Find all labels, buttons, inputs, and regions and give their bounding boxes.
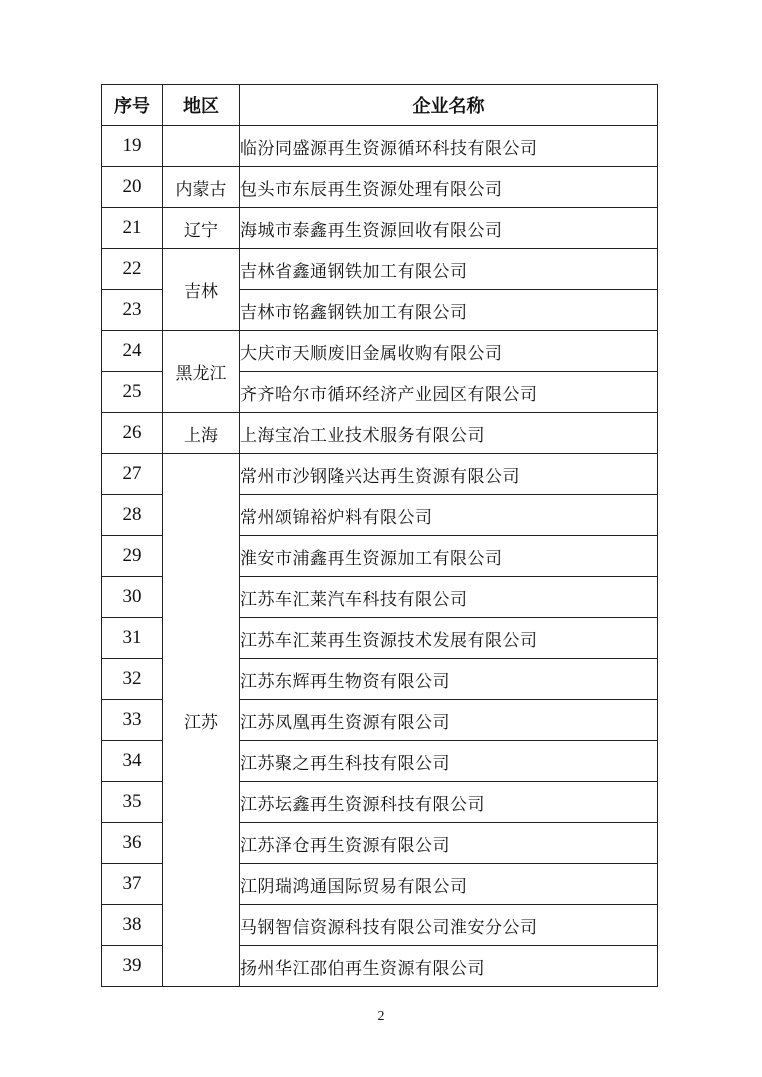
company-name-cell: 齐齐哈尔市循环经济产业园区有限公司 [240,372,658,413]
serial-number-cell: 38 [102,905,163,946]
serial-number-cell: 22 [102,249,163,290]
company-name-cell: 常州颂锦裕炉料有限公司 [240,495,658,536]
serial-number-cell: 21 [102,208,163,249]
company-name-cell: 吉林市铭鑫钢铁加工有限公司 [240,290,658,331]
table-row [102,331,658,372]
serial-number-cell: 23 [102,290,163,331]
region-cell: 上海 [163,413,240,454]
company-name-cell: 江苏凤凰再生资源有限公司 [240,700,658,741]
table-row [102,126,658,167]
company-table [101,84,658,987]
table-row [102,454,658,495]
company-name-cell: 江苏坛鑫再生资源科技有限公司 [240,782,658,823]
region-cell: 吉林 [163,249,240,331]
table-row [102,249,658,290]
table-row [102,208,658,249]
company-name-cell: 海城市泰鑫再生资源回收有限公司 [240,208,658,249]
company-name-cell: 江苏车汇莱汽车科技有限公司 [240,577,658,618]
company-name-cell: 常州市沙钢隆兴达再生资源有限公司 [240,454,658,495]
company-name-cell: 江苏泽仓再生资源有限公司 [240,823,658,864]
company-name-cell: 扬州华江邵伯再生资源有限公司 [240,946,658,987]
serial-number-cell: 29 [102,536,163,577]
region-cell: 黑龙江 [163,331,240,413]
region-cell [163,126,240,167]
region-cell: 辽宁 [163,208,240,249]
serial-number-cell: 28 [102,495,163,536]
region-cell: 内蒙古 [163,167,240,208]
region-cell: 江苏 [163,454,240,987]
table-row [102,413,658,454]
header-serial-number: 序号 [102,85,163,126]
company-name-cell: 马钢智信资源科技有限公司淮安分公司 [240,905,658,946]
company-name-cell: 临汾同盛源再生资源循环科技有限公司 [240,126,658,167]
serial-number-cell: 36 [102,823,163,864]
company-name-cell: 包头市东辰再生资源处理有限公司 [240,167,658,208]
table-header-row [102,85,658,126]
serial-number-cell: 24 [102,331,163,372]
serial-number-cell: 19 [102,126,163,167]
serial-number-cell: 31 [102,618,163,659]
company-name-cell: 淮安市浦鑫再生资源加工有限公司 [240,536,658,577]
serial-number-cell: 35 [102,782,163,823]
serial-number-cell: 30 [102,577,163,618]
serial-number-cell: 39 [102,946,163,987]
serial-number-cell: 32 [102,659,163,700]
serial-number-cell: 26 [102,413,163,454]
header-region: 地区 [163,85,240,126]
serial-number-cell: 33 [102,700,163,741]
company-name-cell: 江苏聚之再生科技有限公司 [240,741,658,782]
serial-number-cell: 34 [102,741,163,782]
serial-number-cell: 27 [102,454,163,495]
serial-number-cell: 20 [102,167,163,208]
page-number: 2 [377,1009,385,1024]
table-body [102,126,658,987]
company-name-cell: 江苏东辉再生物资有限公司 [240,659,658,700]
company-name-cell: 大庆市天顺废旧金属收购有限公司 [240,331,658,372]
company-name-cell: 江阴瑞鸿通国际贸易有限公司 [240,864,658,905]
serial-number-cell: 25 [102,372,163,413]
serial-number-cell: 37 [102,864,163,905]
company-name-cell: 江苏车汇莱再生资源技术发展有限公司 [240,618,658,659]
table-row [102,167,658,208]
header-company-name: 企业名称 [240,85,658,126]
company-name-cell: 吉林省鑫通钢铁加工有限公司 [240,249,658,290]
company-name-cell: 上海宝冶工业技术服务有限公司 [240,413,658,454]
